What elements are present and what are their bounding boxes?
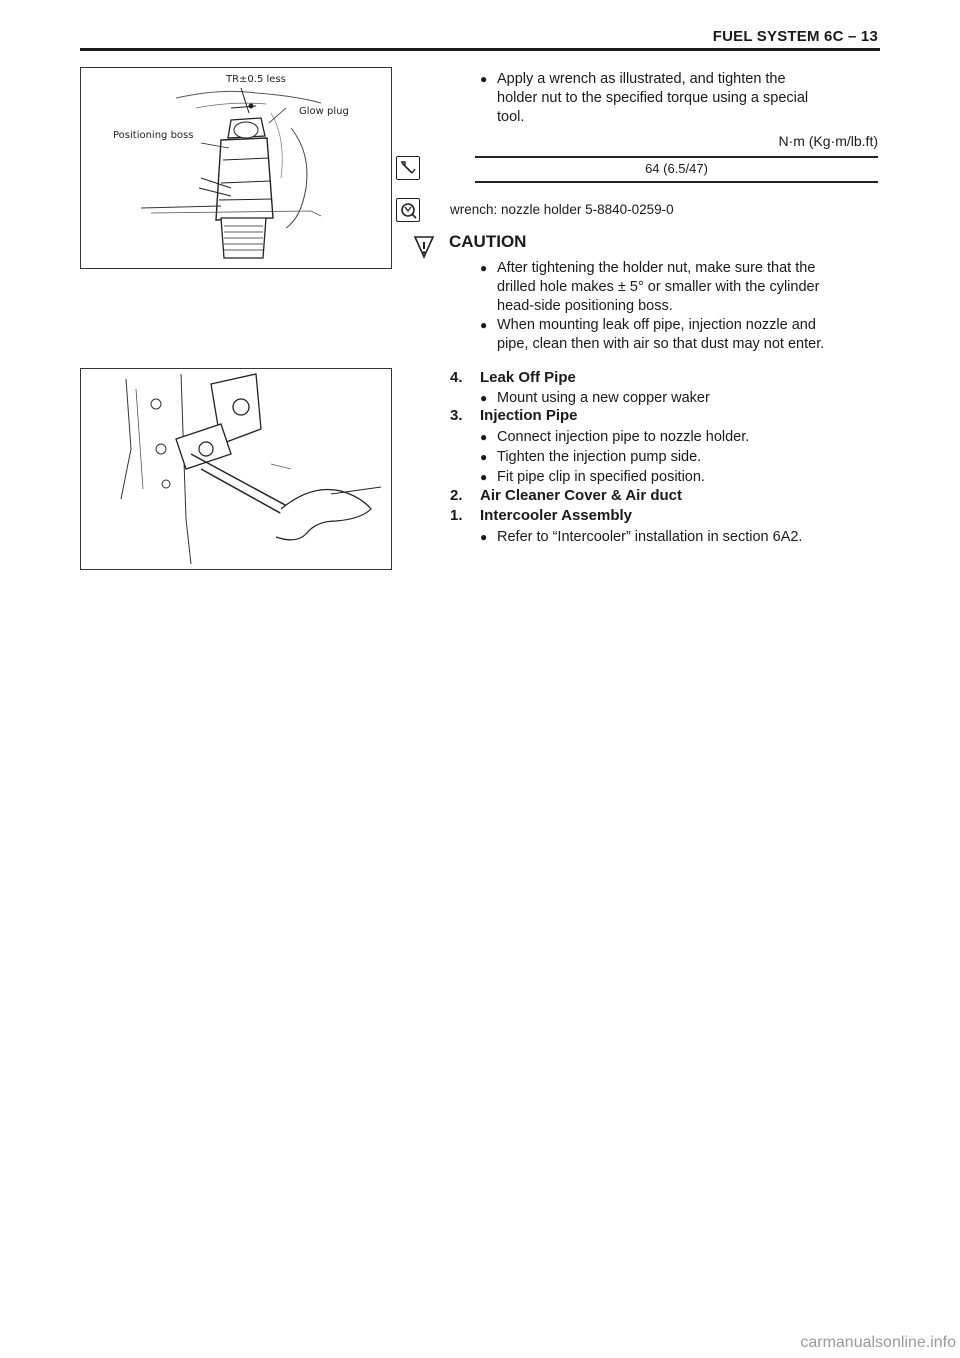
step-4-bullet-1-text: Mount using a new copper waker [497, 390, 710, 406]
torque-wrench-icon [396, 156, 420, 180]
torque-bottom-rule [475, 181, 878, 183]
bullet-icon: ● [480, 470, 488, 484]
caution-item-1-line-1: After tightening the holder nut, make sure that the [497, 260, 816, 276]
page-header-title: FUEL SYSTEM 6C – 13 [712, 28, 878, 45]
wrench-tightening-illustration [81, 369, 391, 569]
figure-label-tr: TR±0.5 less [226, 74, 286, 85]
apply-line-1: Apply a wrench as illustrated, and tighten the [497, 71, 786, 87]
step-3-bullet-1-text: Connect injection pipe to nozzle holder. [497, 429, 750, 445]
step-3-bullet-3-text: Fit pipe clip in specified position. [497, 469, 705, 485]
step-3-title: Injection Pipe [480, 407, 578, 424]
caution-item-1-line-3: head-side positioning boss. [497, 298, 673, 314]
bullet-icon: ● [480, 261, 488, 275]
step-4-title: Leak Off Pipe [480, 369, 576, 386]
caution-item-1-line-2: drilled hole makes ± 5° or smaller with the cylinder [497, 279, 820, 295]
apply-line-3: tool. [497, 109, 525, 125]
step-2-title: Air Cleaner Cover & Air duct [480, 487, 682, 504]
torque-unit: N·m (Kg·m/lb.ft) [778, 133, 878, 149]
bullet-icon: ● [480, 450, 488, 464]
figure-label-glow-plug: Glow plug [299, 106, 349, 117]
bullet-icon: ● [480, 530, 488, 544]
nozzle-holder-illustration [81, 68, 391, 268]
torque-value: 64 (6.5/47) [645, 161, 708, 176]
step-4-bullet-1 [480, 389, 710, 408]
figure-nozzle-holder [80, 67, 392, 269]
bullet-icon: ● [480, 430, 488, 444]
caution-item-1 [480, 259, 820, 316]
header-rule [80, 48, 880, 51]
step-1-bullet-1-text: Refer to “Intercooler” installation in section 6A2. [497, 529, 803, 545]
caution-item-2-line-2: pipe, clean then with air so that dust may not enter. [497, 336, 825, 352]
step-3-bullet-3 [480, 468, 705, 487]
step-4-number: 4. [450, 369, 463, 386]
step-3-bullet-2-text: Tighten the injection pump side. [497, 449, 702, 465]
caution-item-2 [480, 316, 825, 354]
bullet-icon: ● [480, 72, 488, 86]
torque-top-rule [475, 156, 878, 158]
caution-title: CAUTION [449, 232, 527, 251]
bullet-icon: ● [480, 391, 488, 405]
figure-label-positioning-boss: Positioning boss [113, 130, 194, 141]
step-3-bullet-2 [480, 448, 702, 467]
special-tool-icon [396, 198, 420, 222]
step-1-title: Intercooler Assembly [480, 507, 632, 524]
step-2-number: 2. [450, 487, 463, 504]
step-3-bullet-1 [480, 428, 750, 447]
footer-watermark: carmanualsonline.info [800, 1334, 956, 1351]
figure-wrench-tightening [80, 368, 392, 570]
caution-icon [413, 233, 435, 264]
apply-step [480, 70, 809, 127]
step-1-number: 1. [450, 507, 463, 524]
special-tool-text: wrench: nozzle holder 5-8840-0259-0 [450, 202, 674, 217]
step-1-bullet-1 [480, 528, 803, 547]
apply-line-2: holder nut to the specified torque using a special [497, 90, 809, 106]
caution-item-2-line-1: When mounting leak off pipe, injection nozzle and [497, 317, 816, 333]
step-3-number: 3. [450, 407, 463, 424]
bullet-icon: ● [480, 318, 488, 332]
